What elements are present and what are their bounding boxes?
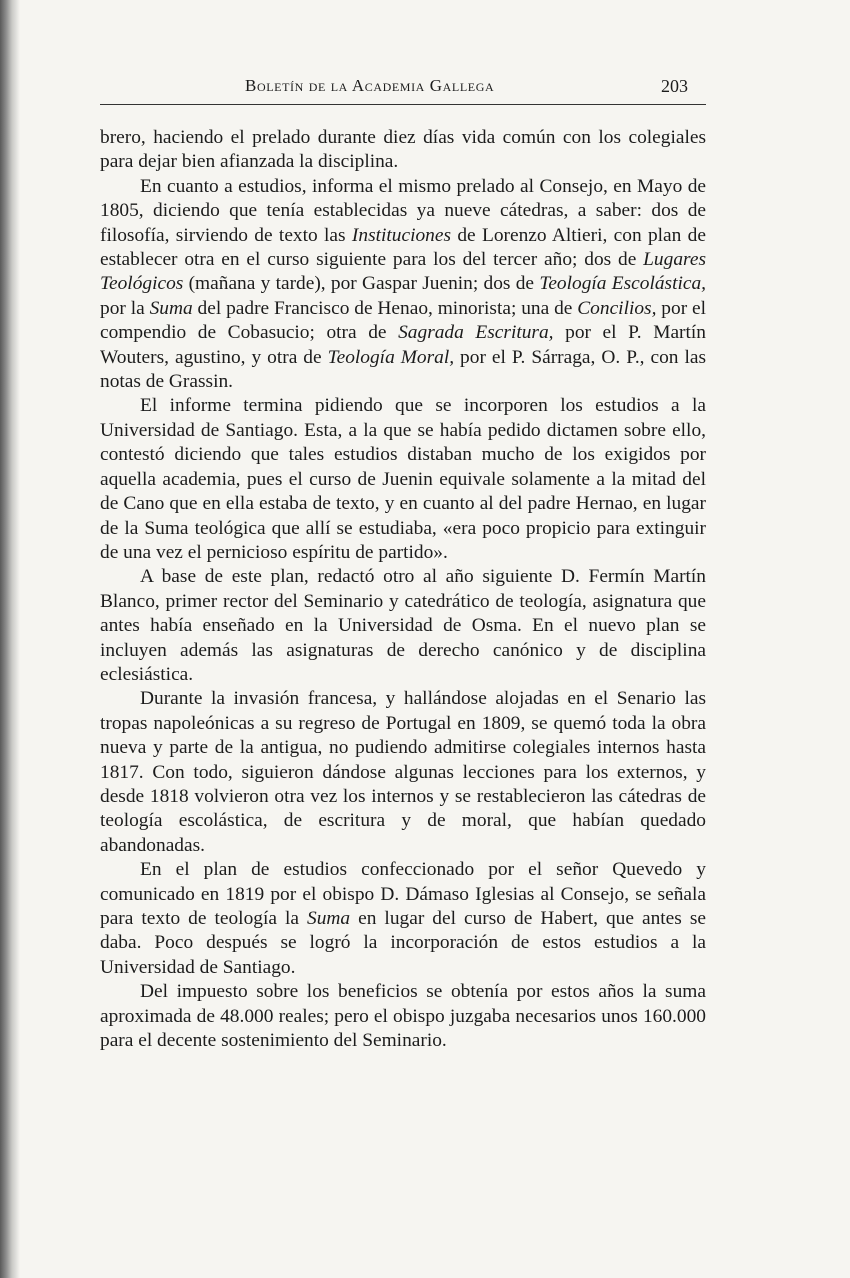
- paragraph-3: [100, 394, 706, 565]
- text-run: por el P. Sárraga, O. P., con las notas de Grassin.: [100, 346, 707, 393]
- italic-title: Concilios,: [577, 297, 657, 319]
- paragraph-7: [100, 980, 706, 1053]
- text-run: (mañana y tarde), por Gaspar Juenin; dos de: [183, 273, 540, 295]
- text-run: En cuanto a estudios, informa el mismo prelado al Consejo, en Mayo de 1805, diciendo que tenía establecidas ya nueve cátedras, a saber: dos de filosofía, sirviendo de texto las: [100, 175, 706, 246]
- text-run: Del impuesto sobre los beneficios se obtenía por estos años la suma aproximada de 48.000 reales; pero el obispo juzgaba necesarios unos 160.000 para el decente sostenimiento del Seminario.: [100, 981, 706, 1052]
- scan-page-edge: [0, 0, 20, 1278]
- page-header: [100, 74, 706, 105]
- text-run: Durante la invasión francesa, y hallándose alojadas en el Senario las tropas napoleónicas a su regreso de Portugal en 1809, se quemó toda la obra nueva y parte de la antigua, no pudiendo admitirse colegiales internos hasta 1817. Con todo, siguieron dándose algunas lecciones para los externos, y desde 1818 volvieron otra vez los internos y se restablecieron las cátedras de teología escolástica, de escritura y de moral, que habían quedado abandonadas.: [100, 688, 706, 856]
- text-run: en lugar del curso de Habert, que antes se daba. Poco después se logró la incorporación de estos estudios a la Universidad de Santiago.: [100, 908, 706, 978]
- italic-title: Teología Moral,: [327, 346, 455, 368]
- text-run: por el compendio de Cobasucio; otra de: [100, 297, 707, 344]
- text-run: brero, haciendo el prelado durante diez días vida común con los colegiales para dejar bien afianzada la disciplina.: [100, 127, 706, 173]
- page-number: 203: [661, 76, 688, 96]
- text-run: del padre Francisco de Henao, minorista; una de: [192, 297, 578, 319]
- paragraph-6: [100, 858, 706, 980]
- text-run: por el P. Martín Wouters, agustino, y otra de: [100, 322, 706, 368]
- italic-title: Suma: [149, 297, 193, 319]
- text-run: A base de este plan, redactó otro al año siguiente D. Fermín Martín Blanco, primer rector del Seminario y catedrático de teología, asignatura que antes había enseñado en la Universidad de Osma. En el nuevo plan se incluyen además las asignaturas de derecho canónico y de disciplina eclesiástica.: [100, 566, 706, 685]
- paragraph-4: [100, 565, 706, 687]
- italic-title: Lugares Teológicos: [100, 249, 706, 295]
- paragraph-2: [100, 175, 706, 395]
- paragraph-5: [100, 687, 706, 858]
- italic-title: Instituciones: [351, 224, 452, 246]
- text-run: El informe termina pidiendo que se incorporen los estudios a la Universidad de Santiago. Esta, a la que se había pedido dictamen sobre ello, contestó diciendo que tales estudios distaban mucho de los exigidos por aquella academia, pues el curso de Juenin equivale solamente a la mitad del de Cano que en ella estaba de texto, y en cuanto al del padre Hernao, en lugar de la Suma teológica que allí se estudiaba, «era poco propicio para extinguir de una vez el pernicioso espíritu de partido».: [100, 395, 706, 563]
- text-run: En el plan de estudios confeccionado por el señor Quevedo y comunicado en 1819 por el obispo D. Dámaso Iglesias al Consejo, se señala para texto de teología la: [100, 859, 706, 929]
- text-run: de Lorenzo Altieri, con plan de establecer otra en el curso siguiente para los del tercer año; dos de: [100, 224, 706, 271]
- text-run: por la: [100, 297, 150, 319]
- italic-title: Teología Escolástica,: [539, 273, 706, 295]
- italic-title: Suma: [307, 908, 351, 929]
- body-text: [100, 126, 706, 1053]
- paragraph-1: [100, 126, 706, 175]
- italic-title: Sagrada Escritura,: [398, 322, 554, 344]
- running-head: Boletín de la Academia Gallega: [245, 76, 495, 95]
